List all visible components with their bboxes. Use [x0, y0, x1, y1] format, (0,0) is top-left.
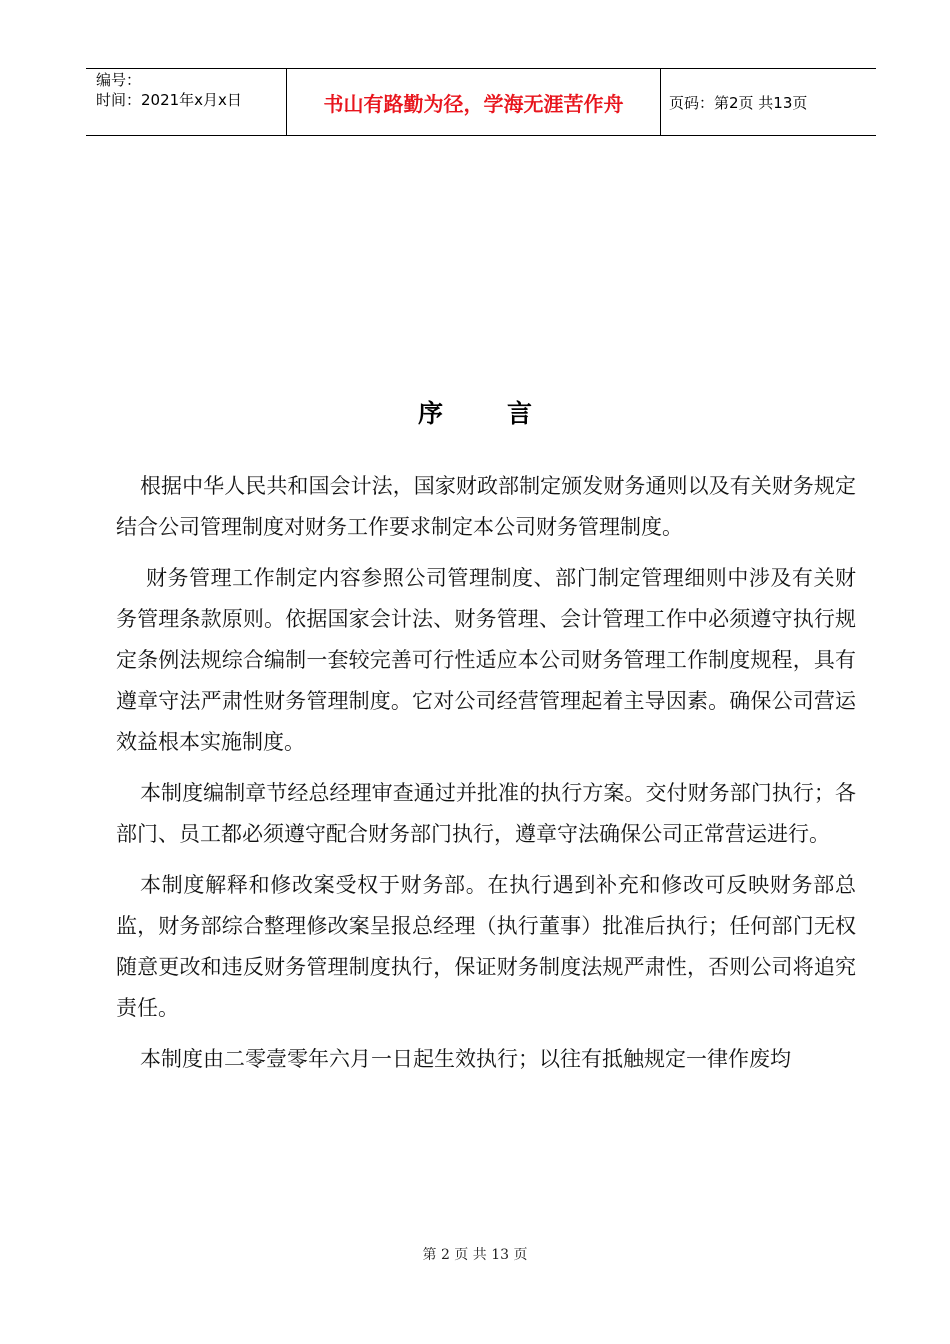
paragraph-3: 本制度编制章节经总经理审查通过并批准的执行方案。交付财务部门执行；各部门、员工都必须遵守配合财务部门执行，遵章守法确保公司正常营运进行。 [116, 781, 856, 846]
page-header [86, 68, 876, 136]
paragraph-1: 根据中华人民共和国会计法，国家财政部制定颁发财务通则以及有关财务规定结合公司管理制度对财务工作要求制定本公司财务管理制度。 [116, 474, 856, 539]
motto-text: 书山有路勤为径，学海无涯苦作舟 [323, 92, 624, 116]
document-date: 时间：2021年x月x日 [96, 91, 242, 109]
header-page-cell [661, 69, 876, 136]
header-motto-cell [287, 69, 661, 136]
title-char-2: 言 [507, 399, 533, 428]
document-id-label: 编号： [96, 71, 142, 89]
header-page-info: 页码：第2页 共13页 [669, 94, 808, 112]
page-footer: 第 2 页 共 13 页 [422, 1247, 528, 1263]
title-char-1: 序 [417, 399, 443, 428]
paragraph-4: 本制度解释和修改案受权于财务部。在执行遇到补充和修改可反映财务部总监，财务部综合整理修改案呈报总经理（执行董事）批准后执行；任何部门无权随意更改和违反财务管理制度执行，保证财务制度法规严肃性，否则公司将追究责任。 [116, 873, 856, 1020]
header-meta-cell [86, 69, 287, 136]
document-title [0, 397, 950, 431]
paragraph-5: 本制度由二零壹零年六月一日起生效执行；以往有抵触规定一律作废均 [140, 1047, 791, 1071]
paragraph-2: 财务管理工作制定内容参照公司管理制度、部门制定管理细则中涉及有关财务管理条款原则。依据国家会计法、财务管理、会计管理工作中必须遵守执行规定条例法规综合编制一套较完善可行性适应本公司财务管理工作制度规程，具有遵章守法严肃性财务管理制度。它对公司经营管理起着主导因素。确保公司营运效益根本实施制度。 [116, 566, 856, 754]
document-body [116, 466, 856, 1090]
